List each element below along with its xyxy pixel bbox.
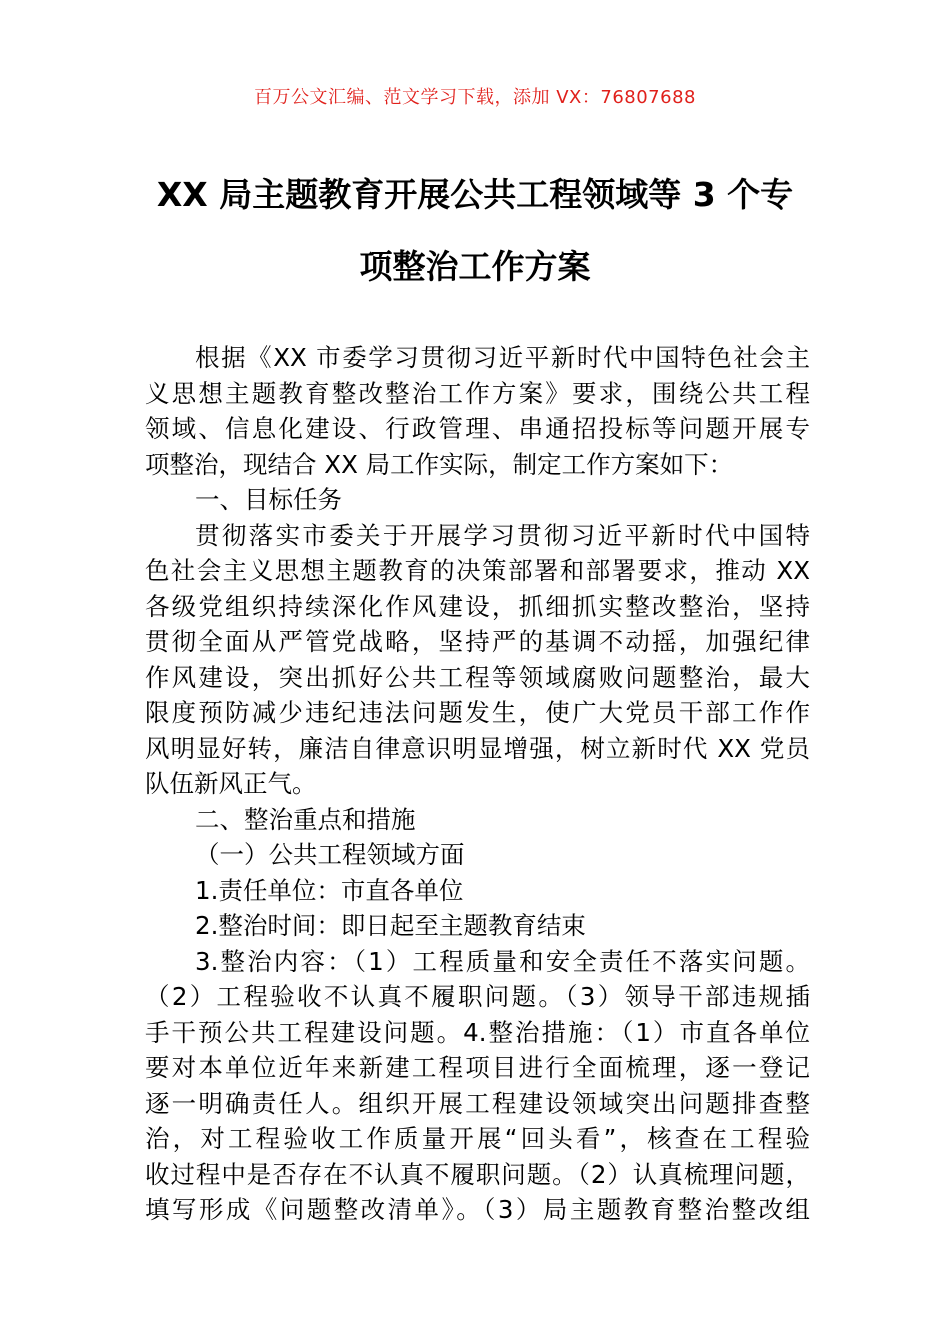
body-line: 领域、信息化建设、行政管理、串通招投标等问题开展专	[145, 414, 810, 443]
section-heading-2: 二、整治重点和措施	[195, 804, 416, 834]
body-line: 手干预公共工程建设问题。4.整治措施：（1）市直各单位	[145, 1017, 810, 1047]
body-line: 各级党组织持续深化作风建设，抓细抓实整改整治，坚持	[145, 591, 810, 621]
body-line: 限度预防减少违纪违法问题发生，使广大党员干部工作作	[145, 698, 810, 727]
body-line: 根据《XX 市委学习贯彻习近平新时代中国特色社会主	[195, 343, 810, 372]
title-line-1: XX 局主题教育开展公共工程领域等 3 个专	[156, 175, 794, 214]
body-line: （2）工程验收不认真不履职问题。（3）领导干部违规插	[145, 982, 810, 1011]
body-line: 义思想主题教育整改整治工作方案》要求，围绕公共工程	[145, 378, 810, 408]
body-line: 项整治，现结合 XX 局工作实际，制定工作方案如下：	[145, 449, 734, 479]
body-line: 填写形成《问题整改清单》。（3）局主题教育整治整改组	[145, 1195, 810, 1224]
title-line-2: 项整治工作方案	[359, 247, 591, 286]
download-notice: 百万公文汇编、范文学习下载，添加 VX：76807688	[254, 87, 696, 108]
body-line: 3.整治内容：（1）工程质量和安全责任不落实问题。	[195, 946, 810, 976]
body-line: 逐一明确责任人。组织开展工程建设领域突出问题排查整	[145, 1088, 810, 1118]
document-title	[120, 172, 830, 316]
body-line: 贯彻全面从严管党战略，坚持严的基调不动摇，加强纪律	[145, 627, 810, 656]
subsection-heading: （一）公共工程领域方面	[195, 840, 465, 869]
body-line: 要对本单位近年来新建工程项目进行全面梳理，逐一登记	[145, 1053, 810, 1082]
body-line: 风明显好转，廉洁自律意识明显增强，树立新时代 XX 党员	[145, 733, 810, 763]
document-body	[145, 340, 810, 1228]
body-line: 1.责任单位：市直各单位	[195, 875, 464, 905]
body-line: 治，对工程验收工作质量开展“回头看”，核查在工程验	[145, 1124, 810, 1153]
body-line: 队伍新风正气。	[145, 769, 317, 798]
body-line: 收过程中是否存在不认真不履职问题。（2）认真梳理问题，	[145, 1159, 810, 1189]
body-line: 色社会主义思想主题教育的决策部署和部署要求，推动 XX	[145, 556, 810, 585]
body-line: 作风建设，突出抓好公共工程等领域腐败问题整治，最大	[145, 662, 810, 692]
body-line: 贯彻落实市委关于开展学习贯彻习近平新时代中国特	[195, 520, 810, 550]
section-heading-1: 一、目标任务	[195, 485, 342, 514]
body-line: 2.整治时间：即日起至主题教育结束	[195, 911, 586, 940]
